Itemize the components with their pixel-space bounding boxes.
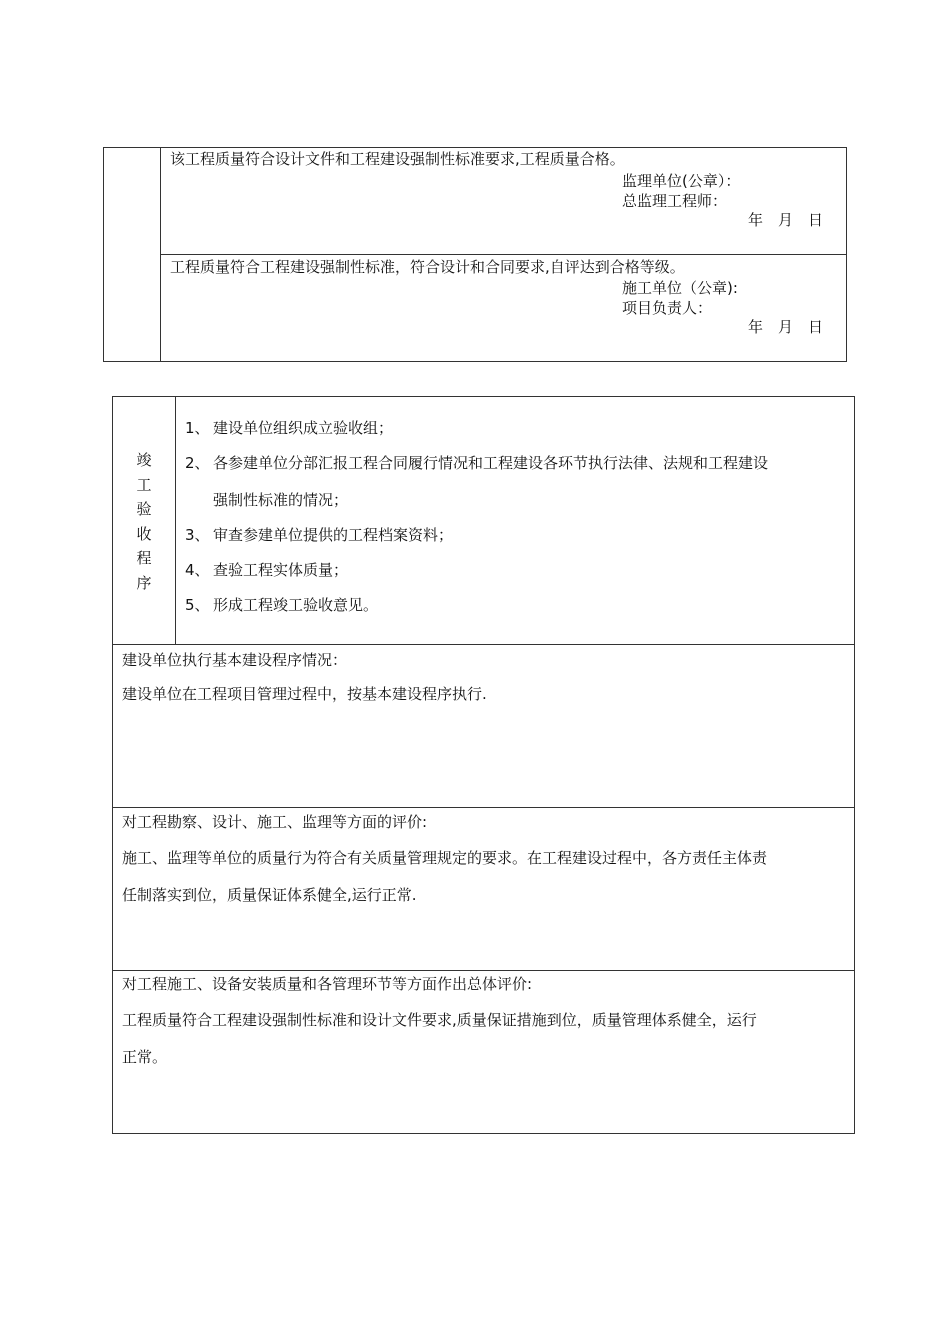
row-divider-1 bbox=[112, 644, 855, 645]
supervision-statement: 该工程质量符合设计文件和工程建设强制性标准要求,工程质量合格。 bbox=[170, 150, 625, 168]
procedure-item-text: 审查参建单位提供的工程档案资料； bbox=[213, 526, 454, 544]
procedure-item-text: 形成工程竣工验收意见。 bbox=[213, 596, 379, 614]
owner-section-text: 建设单位在工程项目管理过程中，按基本建设程序执行. bbox=[122, 685, 487, 703]
row-divider-3 bbox=[112, 970, 855, 971]
procedure-label-char: 程 bbox=[136, 549, 152, 567]
procedure-item-text: 建设单位组织成立验收组； bbox=[213, 419, 394, 437]
procedure-item-number: 3、 bbox=[185, 526, 210, 544]
procedure-label-char: 竣 bbox=[136, 451, 152, 469]
supervision-unit-label: 监理单位(公章）： bbox=[622, 172, 741, 190]
procedure-label-char: 工 bbox=[136, 475, 152, 494]
procedure-label-char: 收 bbox=[136, 524, 152, 543]
procedure-item-number: 1、 bbox=[185, 419, 210, 437]
overall-section-text: 正常。 bbox=[122, 1048, 168, 1066]
procedure-column-divider bbox=[175, 396, 176, 645]
construction-date-label: 年 月 日 bbox=[748, 318, 824, 336]
procedure-item-text: 各参建单位分部汇报工程合同履行情况和工程建设各环节执行法律、法规和工程建设 bbox=[213, 454, 769, 472]
evaluation-section-text: 任制落实到位，质量保证体系健全,运行正常. bbox=[122, 886, 417, 904]
construction-statement: 工程质量符合工程建设强制性标准，符合设计和合同要求,自评达到合格等级。 bbox=[170, 258, 685, 276]
procedure-label bbox=[134, 448, 154, 595]
owner-section-heading: 建设单位执行基本建设程序情况： bbox=[122, 651, 348, 669]
procedure-item-number: 4、 bbox=[185, 561, 210, 579]
procedure-item-text: 查验工程实体质量； bbox=[213, 561, 349, 579]
construction-unit-label: 施工单位（公章): bbox=[622, 279, 738, 297]
overall-section-text: 工程质量符合工程建设强制性标准和设计文件要求,质量保证措施到位，质量管理体系健全，运行 bbox=[122, 1011, 757, 1029]
evaluation-section-text: 施工、监理等单位的质量行为符合有关质量管理规定的要求。在工程建设过程中，各方责任主体责 bbox=[122, 849, 768, 867]
procedure-item-number: 5、 bbox=[185, 596, 210, 614]
procedure-item-continuation: 强制性标准的情况； bbox=[213, 491, 349, 509]
procedure-label-char: 序 bbox=[136, 573, 152, 592]
row-divider-2 bbox=[112, 807, 855, 808]
signature-table-row-divider bbox=[160, 254, 847, 255]
overall-section-heading: 对工程施工、设备安装质量和各管理环节等方面作出总体评价: bbox=[122, 975, 533, 993]
evaluation-section-heading: 对工程勘察、设计、施工、监理等方面的评价: bbox=[122, 813, 428, 831]
project-manager-label: 项目负责人： bbox=[622, 299, 713, 317]
chief-engineer-label: 总监理工程师： bbox=[622, 192, 728, 210]
procedure-item-number: 2、 bbox=[185, 454, 210, 472]
supervision-date-label: 年 月 日 bbox=[748, 211, 824, 229]
procedure-label-char: 验 bbox=[136, 500, 152, 518]
